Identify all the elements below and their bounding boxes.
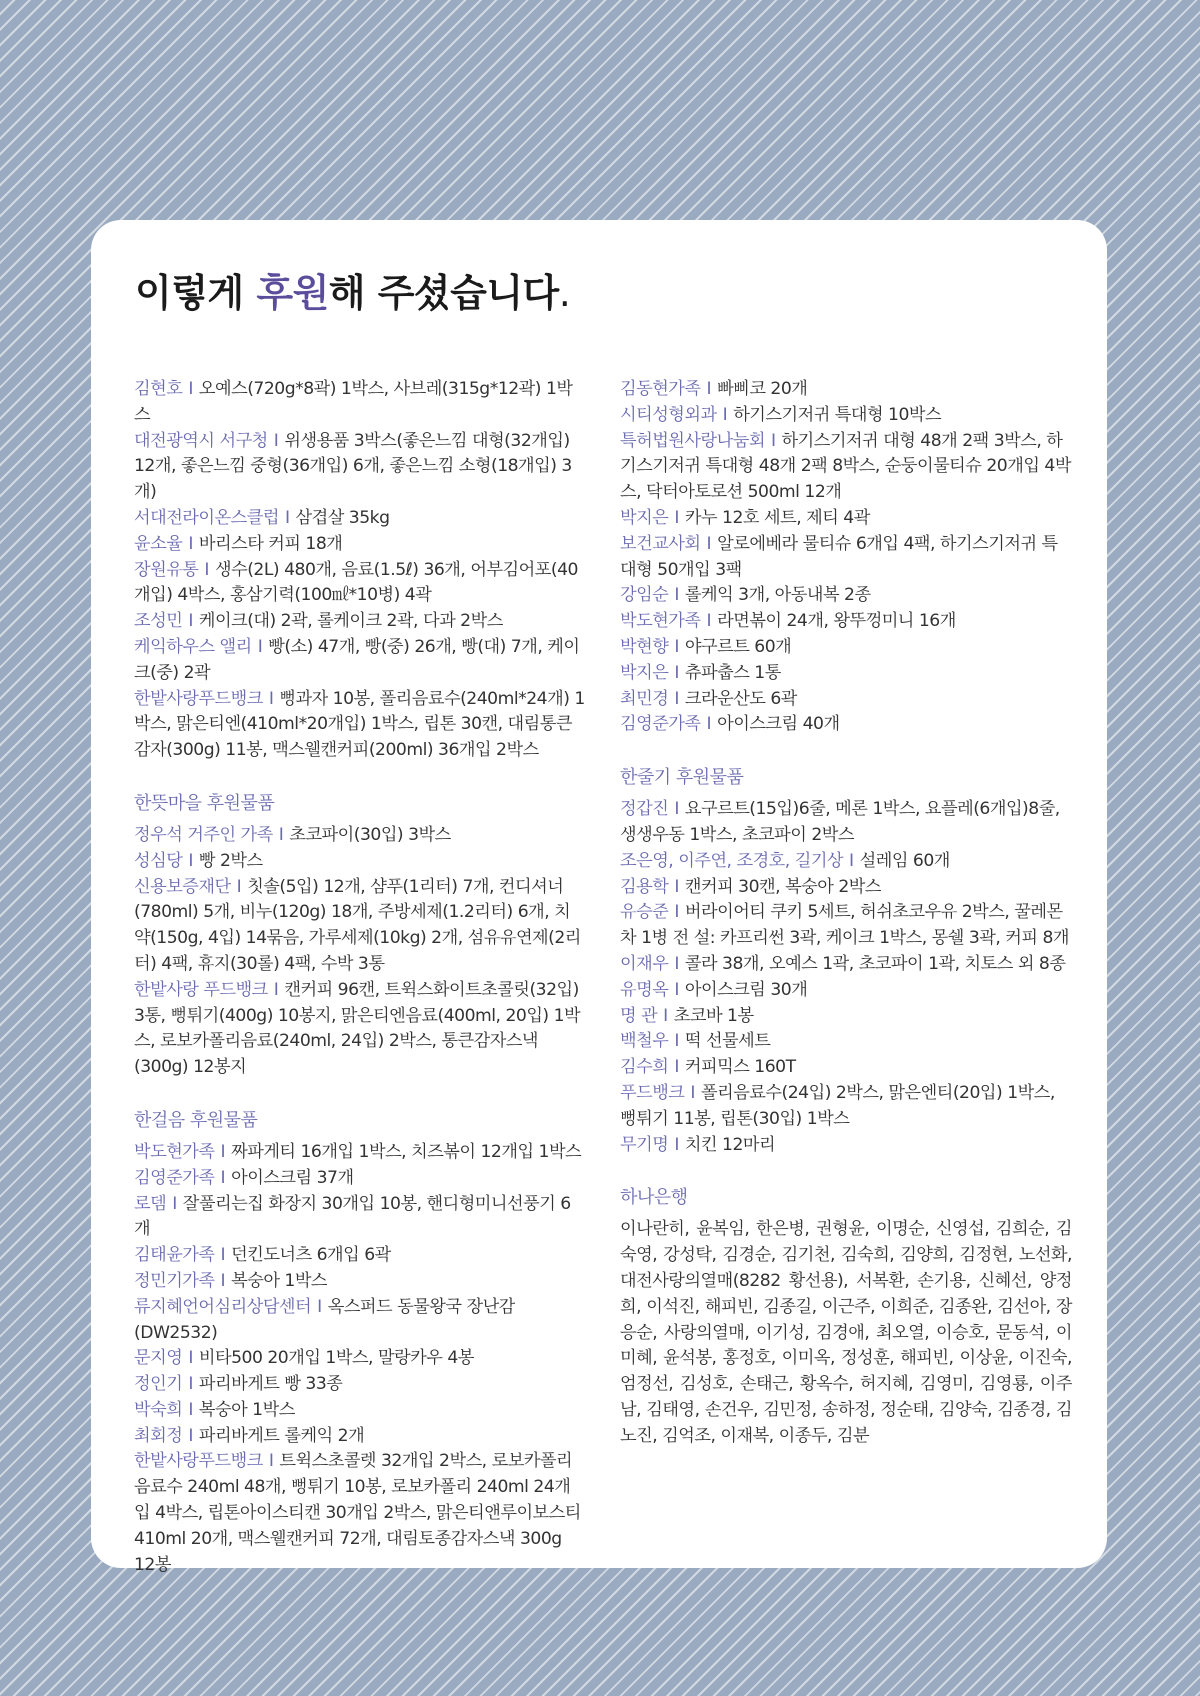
donation-entry <box>134 1346 586 1372</box>
entry-separator: I <box>188 1374 193 1395</box>
donor-name: 김현호 <box>134 379 183 399</box>
donation-entry <box>134 875 586 978</box>
entry-separator: I <box>273 430 279 451</box>
donated-items: 캔커피 96캔, 트윅스화이트초콜릿(32입) 3통, 뻥튀기(400g) 10봉지, 맑은티엔음료(400ml, 20입) 1박스, 로보카폴리음료(240ml, 24입) 2박스, 통큰감자스낵(300g) 12봉지 <box>134 979 581 1078</box>
donation-entry <box>620 403 1072 429</box>
donation-card <box>91 220 1107 1575</box>
donor-name: 조성민 <box>134 611 183 632</box>
entry-separator: I <box>674 636 679 657</box>
donated-items: 커피믹스 160T <box>684 1057 796 1078</box>
donated-items: 떡 선물세트 <box>684 1031 771 1052</box>
title-accent: 후원 <box>256 271 329 315</box>
donation-entry <box>620 635 1072 661</box>
entry-separator: I <box>706 714 712 735</box>
donation-entry <box>134 558 586 610</box>
entry-separator: I <box>674 799 679 820</box>
donor-name: 김태윤가족 <box>134 1245 215 1266</box>
entry-separator: I <box>188 379 193 399</box>
donated-items: 비타500 20개입 1박스, 말랑카우 4봉 <box>198 1348 474 1369</box>
donation-entry <box>134 849 586 875</box>
donated-items: 폴리음료수(24입) 2박스, 맑은엔티(20입) 1박스, 뻥튀기 11봉, 립톤(30입) 1박스 <box>620 1082 1055 1129</box>
donor-name: 정인기 <box>134 1374 183 1395</box>
entry-separator: I <box>220 1270 226 1291</box>
donated-items: 트윅스초콜렛 32개입 2박스, 로보카폴리 음료수 240ml 48개, 뻥튀기 10봉, 로보카폴리 240ml 24개입 4박스, 립톤아이스티캔 30개입 2박스, 맑은티앤루이보스티 410ml 20개, 맥스웰캔커피 72개, 대림토종감자스낵 300g 12봉 <box>134 1451 581 1575</box>
donation-entry <box>134 377 586 429</box>
donation-entry <box>620 687 1072 713</box>
donor-name: 무기명 <box>620 1134 669 1155</box>
title-before: 이렇게 <box>135 271 257 315</box>
donated-items: 옥스퍼드 동물왕국 장난감(DW2532) <box>134 1296 515 1343</box>
donor-name: 보건교사회 <box>620 533 701 554</box>
donated-items: 카누 12호 세트, 제티 4곽 <box>684 507 870 528</box>
entry-separator: I <box>674 876 679 897</box>
entry-separator: I <box>674 688 679 709</box>
donated-items: 콜라 38개, 오예스 1곽, 초코파이 1곽, 치토스 외 8종 <box>684 953 1066 974</box>
donated-items: 아이스크림 30개 <box>684 979 808 1000</box>
donation-entry <box>134 1295 586 1347</box>
section-heading-hana-bank: 하나은행 <box>620 1187 688 1209</box>
page-title <box>135 262 570 317</box>
donation-entry <box>134 687 586 764</box>
donor-name: 최회정 <box>134 1425 183 1446</box>
entry-separator: I <box>317 1296 322 1317</box>
donated-items: 파리바게트 롤케익 2개 <box>198 1425 365 1446</box>
entry-separator: I <box>268 1451 274 1472</box>
entry-separator: I <box>706 611 712 632</box>
hana-bank-donor-names: 이나란히, 윤복임, 한은병, 권형윤, 이명순, 신영섭, 김희순, 김숙영, 강성탁, 김경순, 김기천, 김숙희, 김양희, 김정현, 노선화, 대전사랑의열매(8282 황선용), 서복환, 손기용, 신혜선, 양정희, 이석진, 해피빈, 김종길, 이근주, 이희준, 김종완, 김선아, 장응순, 사랑의열매, 이기성, 김경애, 최오열, 이승호, 문동석, 이미혜, 윤석봉, 홍정호, 이미옥, 정성훈, 해피빈, 이상윤, 이진숙, 엄정선, 김성호, 손태근, 황옥수, 허지혜, 김영미, 김영룡, 이주남, 김태영, 손건우, 김민정, 송하정, 정순태, 김양숙, 김종경, 김노진, 김억조, 이재복, 이종두, 김분 <box>620 1219 1072 1446</box>
donated-items: 위생용품 3박스(좋은느낌 대형(32개입) 12개, 좋은느낌 중형(36개입) 6개, 좋은느낌 소형(18개입) 3개) <box>134 430 572 503</box>
entry-separator: I <box>273 979 279 1000</box>
donor-name: 특허법원사랑나눔회 <box>620 430 765 451</box>
donor-name: 류지혜언어심리상담센터 <box>134 1296 312 1317</box>
donation-entry <box>620 583 1072 609</box>
donor-name: 백철우 <box>620 1031 669 1052</box>
donated-items: 케이크(대) 2곽, 롤케이크 2곽, 다과 2박스 <box>198 611 503 632</box>
entry-separator: I <box>220 1245 226 1266</box>
donated-items: 롤케익 3개, 아동내복 2종 <box>684 585 871 606</box>
donated-items: 잘풀리는집 화장지 30개입 10봉, 핸디형미니선풍기 6개 <box>134 1193 571 1240</box>
donation-entry <box>134 823 586 849</box>
donation-entry <box>134 609 586 635</box>
donation-entry <box>134 1372 586 1398</box>
donated-items: 복숭아 1박스 <box>231 1270 328 1291</box>
entry-separator: I <box>770 430 776 451</box>
right-column <box>620 377 1072 1449</box>
entry-separator: I <box>674 979 679 1000</box>
donated-items: 뻥과자 10봉, 폴리음료수(240ml*24개) 1박스, 맑은티엔(410ml*20개입) 1박스, 립톤 30캔, 대림통큰감자(300g) 11봉, 맥스웰캔커피(200ml) 36개입 2박스 <box>134 688 585 761</box>
donated-items: 파리바게트 빵 33종 <box>198 1374 343 1395</box>
donated-items: 라면볶이 24개, 왕뚜껑미니 16개 <box>717 611 956 632</box>
donor-name: 김동현가족 <box>620 379 701 399</box>
donated-items: 초코바 1봉 <box>673 1005 754 1026</box>
donor-name: 강임순 <box>620 585 669 606</box>
entry-separator: I <box>278 824 284 845</box>
entry-separator: I <box>172 1193 177 1214</box>
donation-entry <box>620 506 1072 532</box>
donation-entry <box>134 1166 586 1192</box>
donor-name: 성심당 <box>134 850 183 871</box>
donation-entry <box>620 978 1072 1004</box>
donation-entry <box>134 1449 586 1578</box>
donation-entry <box>134 635 586 687</box>
donor-name: 대전광역시 서구청 <box>134 430 268 451</box>
donor-name: 이재우 <box>620 953 669 974</box>
donation-entry <box>134 532 586 558</box>
entry-separator: I <box>722 404 728 425</box>
donation-entry <box>620 1133 1072 1159</box>
donor-name: 정갑진 <box>620 799 669 820</box>
donation-entry <box>620 875 1072 901</box>
donation-entry <box>620 952 1072 978</box>
donated-items: 칫솔(5입) 12개, 샴푸(1리터) 7개, 컨디셔너(780ml) 5개, 비누(120g) 18개, 주방세제(1.2리터) 6개, 치약(150g, 4입) 14묶음, 가루세제(10kg) 2개, 섬유유연제(2리터) 4팩, 휴지(30롤) 4팩, 수박 3통 <box>134 876 581 974</box>
donation-entry <box>134 978 586 1081</box>
donor-name: 김수희 <box>620 1057 669 1078</box>
donated-items: 던킨도너츠 6개입 6곽 <box>231 1245 391 1266</box>
donor-name: 박현향 <box>620 636 669 657</box>
left-section2-list <box>134 1140 586 1579</box>
entry-separator: I <box>236 876 242 897</box>
donor-name: 한밭사랑푸드뱅크 <box>134 1451 263 1472</box>
donor-name: 김영준가족 <box>620 714 701 735</box>
section-heading-hangeoreum: 한걸음 후원물품 <box>134 1109 258 1131</box>
donated-items: 캔커피 30캔, 복숭아 2박스 <box>684 876 881 897</box>
donation-entry <box>620 900 1072 952</box>
donated-items: 요구르트(15입)6줄, 메론 1박스, 요플레(6개입)8줄, 생생우동 1박스, 초코파이 2박스 <box>620 799 1060 845</box>
donation-entry <box>134 506 586 532</box>
donated-items: 오예스(720g*8곽) 1박스, 사브레(315g*12곽) 1박스 <box>134 379 573 425</box>
entry-separator: I <box>674 953 679 974</box>
entry-separator: I <box>257 636 263 657</box>
donation-entry <box>620 429 1072 506</box>
donated-items: 하기스기저귀 대형 48개 2팩 3박스, 하기스기저귀 특대형 48개 2팩 8박스, 순둥이물티슈 20개입 4박스, 닥터아토로션 500ml 12개 <box>620 430 1071 503</box>
entry-separator: I <box>188 850 193 871</box>
donor-name: 장원유통 <box>134 559 199 580</box>
donated-items: 짜파게티 16개입 1박스, 치즈볶이 12개입 1박스 <box>231 1141 582 1162</box>
entry-separator: I <box>268 688 274 709</box>
section-heading-handdeut: 한뜻마을 후원물품 <box>134 792 275 814</box>
donated-items: 버라이어티 쿠키 5세트, 허쉬초코우유 2박스, 꿀레몬차 1병 전 설: 카프리썬 3곽, 케이크 1박스, 몽쉘 3곽, 커피 8개 <box>620 902 1070 949</box>
donated-items: 츄파춥스 1통 <box>684 662 781 683</box>
title-after: 해 주셨습니다 <box>328 271 559 315</box>
donor-name: 로뎀 <box>134 1193 167 1214</box>
donor-name: 서대전라이온스클럽 <box>134 507 279 528</box>
entry-separator: I <box>663 1005 668 1026</box>
right-section1-list <box>620 797 1072 1158</box>
entry-separator: I <box>674 1134 679 1155</box>
donated-items: 아이스크림 37개 <box>231 1167 354 1188</box>
donor-name: 박도현가족 <box>620 611 701 632</box>
donor-name: 정우석 거주인 가족 <box>134 824 273 845</box>
donation-entry <box>620 1081 1072 1133</box>
donor-name: 케익하우스 앨리 <box>134 636 252 657</box>
entry-separator: I <box>706 379 712 399</box>
donated-items: 알로에베라 물티슈 6개입 4팩, 하기스기저귀 특대형 50개입 3팩 <box>620 533 1058 580</box>
donor-name: 박지은 <box>620 507 669 528</box>
donated-items: 초코파이(30입) 3박스 <box>289 824 451 845</box>
donation-entry <box>620 377 1072 403</box>
donated-items: 빵(소) 47개, 빵(중) 26개, 빵(대) 7개, 케이크(중) 2곽 <box>134 636 580 683</box>
donated-items: 빵 2박스 <box>198 850 263 871</box>
donated-items: 삼겹살 35kg <box>295 507 390 528</box>
entry-separator: I <box>188 1399 193 1420</box>
donation-entry <box>620 712 1072 738</box>
donation-entry <box>620 797 1072 849</box>
donor-name: 유승준 <box>620 902 669 923</box>
donor-name: 문지영 <box>134 1348 183 1369</box>
donor-name: 유명옥 <box>620 979 669 1000</box>
donor-name: 푸드뱅크 <box>620 1082 685 1103</box>
donor-name: 윤소율 <box>134 533 183 554</box>
donated-items: 바리스타 커피 18개 <box>198 533 343 554</box>
donor-name: 박도현가족 <box>134 1141 215 1162</box>
donated-items: 빠삐코 20개 <box>717 379 808 399</box>
donation-entry <box>620 661 1072 687</box>
donor-name: 김영준가족 <box>134 1167 215 1188</box>
donor-name: 신용보증재단 <box>134 876 231 897</box>
donor-name: 한밭사랑푸드뱅크 <box>134 688 263 709</box>
entry-separator: I <box>284 507 290 528</box>
donation-entry <box>134 1398 586 1424</box>
donated-items: 생수(2L) 480개, 음료(1.5ℓ) 36개, 어부김어포(40개입) 4박스, 홍삼기력(100㎖*10병) 4곽 <box>134 559 578 606</box>
entry-separator: I <box>706 533 712 554</box>
entry-separator: I <box>674 1031 679 1052</box>
entry-separator: I <box>204 559 209 580</box>
entry-separator: I <box>188 1425 193 1446</box>
donation-entry <box>620 532 1072 584</box>
entry-separator: I <box>674 585 679 606</box>
donor-name: 시티성형외과 <box>620 404 717 425</box>
left-column <box>134 377 586 1578</box>
donated-items: 크라운산도 6곽 <box>684 688 797 709</box>
donation-entry <box>134 1424 586 1450</box>
donation-entry <box>134 429 586 506</box>
donation-entry <box>620 609 1072 635</box>
donated-items: 야구르트 60개 <box>684 636 792 657</box>
entry-separator: I <box>674 1057 679 1078</box>
donation-entry <box>134 1140 586 1166</box>
title-dot: . <box>558 271 571 315</box>
donation-entry <box>620 1004 1072 1030</box>
donation-entry <box>134 1243 586 1269</box>
section-heading-hanjulgi: 한줄기 후원물품 <box>620 767 744 789</box>
entry-separator: I <box>220 1167 226 1188</box>
entry-separator: I <box>674 662 679 683</box>
donated-items: 설레임 60개 <box>859 850 950 871</box>
left-section1-list <box>134 823 586 1081</box>
donation-entry <box>620 1029 1072 1055</box>
entry-separator: I <box>690 1082 695 1103</box>
entry-separator: I <box>220 1141 226 1162</box>
entry-separator: I <box>674 902 679 923</box>
donor-name: 박숙희 <box>134 1399 183 1420</box>
donation-entry <box>620 1055 1072 1081</box>
donated-items: 아이스크림 40개 <box>717 714 840 735</box>
entry-separator: I <box>188 1348 193 1369</box>
donor-name: 정민기가족 <box>134 1270 215 1291</box>
donor-name: 최민경 <box>620 688 669 709</box>
donated-items: 치킨 12마리 <box>684 1134 776 1155</box>
donated-items: 복숭아 1박스 <box>198 1399 295 1420</box>
donation-entry <box>134 1269 586 1295</box>
donor-name: 한밭사랑 푸드뱅크 <box>134 979 268 1000</box>
donor-name: 김용학 <box>620 876 669 897</box>
entry-separator: I <box>674 507 679 528</box>
donor-name: 명 관 <box>620 1005 658 1026</box>
entry-separator: I <box>849 850 854 871</box>
right-general-list <box>620 377 1072 738</box>
donation-entry <box>620 849 1072 875</box>
donor-name: 조은영, 이주연, 조경호, 길기상 <box>620 850 844 871</box>
donation-entry <box>134 1192 586 1244</box>
donor-name: 박지은 <box>620 662 669 683</box>
entry-separator: I <box>188 533 193 554</box>
donated-items: 하기스기저귀 특대형 10박스 <box>733 404 942 425</box>
left-general-list <box>134 377 586 764</box>
entry-separator: I <box>188 611 193 632</box>
